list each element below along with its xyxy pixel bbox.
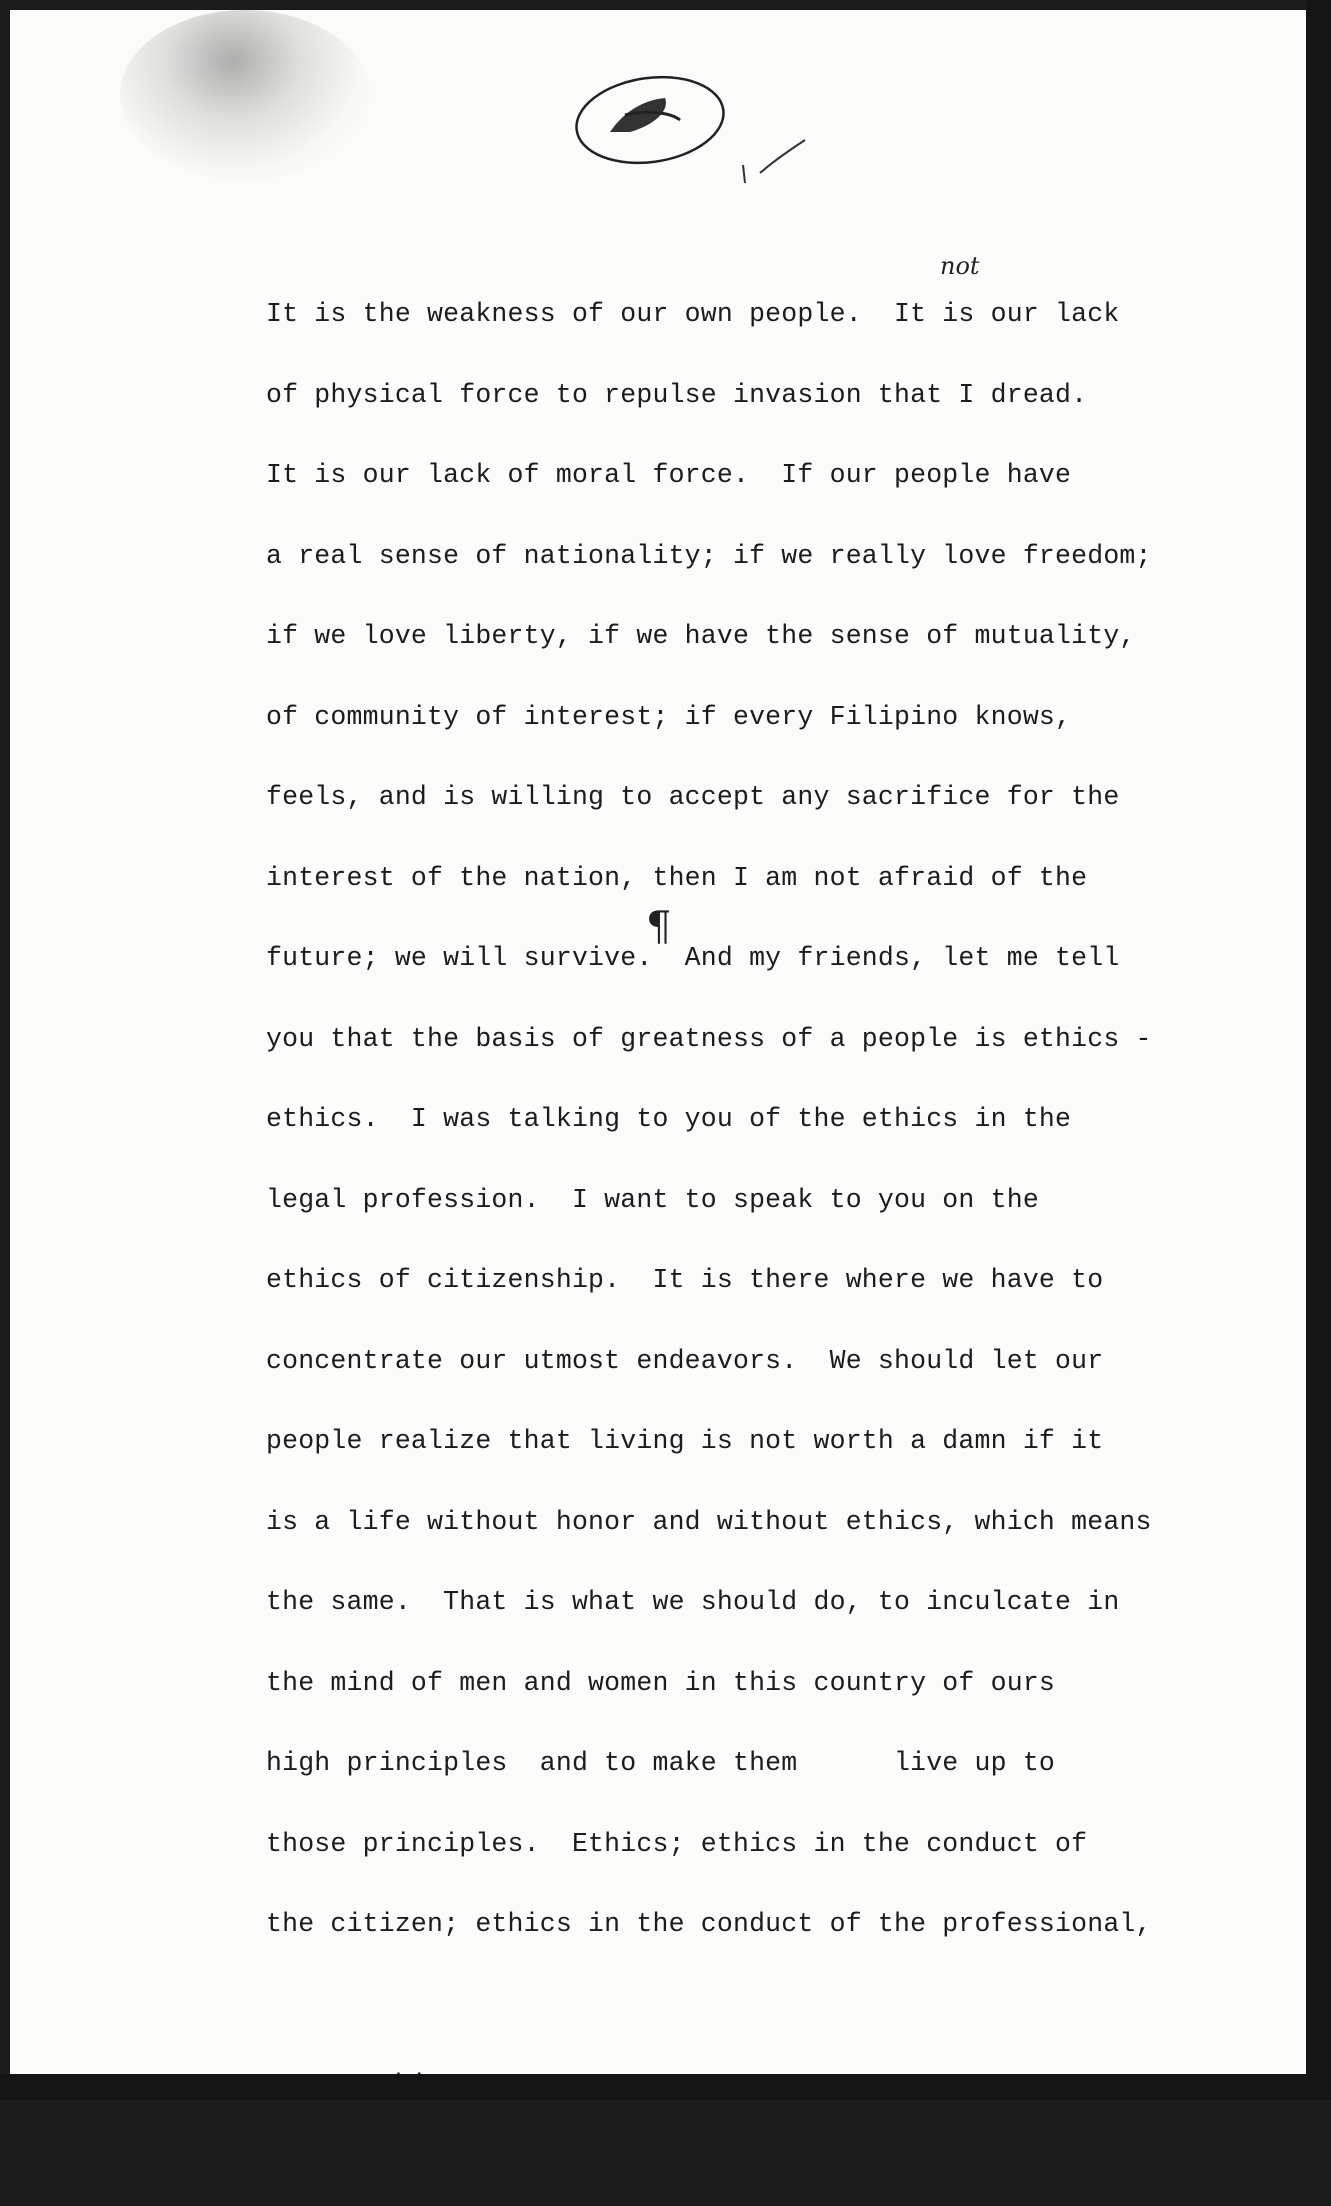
text-line: of community of interest; if every Filipino knows, bbox=[266, 701, 1072, 732]
text-line: concentrate our utmost endeavors. We should let our bbox=[266, 1345, 1104, 1376]
text-line: the citizen; ethics in the conduct of the professional, bbox=[266, 1909, 1152, 1939]
text-line: if we love liberty, if we have the sense of mutuality, bbox=[266, 621, 1136, 651]
text-line: people realize that living is not worth a damn if it bbox=[266, 1426, 1104, 1456]
paragraph-mark: ¶ bbox=[646, 904, 672, 950]
text-line: the same. That is what we should do, to inculcate in bbox=[266, 1587, 1120, 1617]
text-line: those principles. Ethics; ethics in the conduct of bbox=[266, 1828, 1088, 1859]
text-line: future; we will survive. And my friends, let me tell bbox=[266, 943, 1120, 973]
text-line: you that the basis of greatness of a people is ethics - bbox=[266, 1023, 1152, 1054]
struck-line bbox=[266, 1965, 1146, 2046]
text-line: interest of the nation, then I am not afraid of the bbox=[266, 862, 1088, 893]
text-line: legal profession. I want to speak to you on the bbox=[266, 1184, 1039, 1215]
text-line: is a life without honor and without ethics, which means bbox=[266, 1506, 1152, 1537]
text-line: high principles and to make them live up to bbox=[266, 1748, 1056, 1778]
circled-stamp bbox=[570, 70, 730, 175]
document-page bbox=[10, 10, 1306, 2074]
text-line: a real sense of nationality; if we really love freedom; bbox=[266, 540, 1152, 571]
smudge-mark bbox=[120, 10, 370, 180]
typed-text bbox=[266, 274, 1152, 2045]
text-line: feels, and is willing to accept any sacrifice for the bbox=[266, 782, 1120, 812]
scan-border-right bbox=[1306, 0, 1331, 2100]
text-line: the mind of men and women in this country of ours bbox=[266, 1667, 1056, 1698]
text-line: It is our lack of moral force. If our people have bbox=[266, 460, 1072, 490]
text-line: of physical force to repulse invasion that I dread. bbox=[266, 379, 1088, 410]
text-line: It is the weakness of our own people. It is our lack bbox=[266, 299, 1120, 329]
scan-border-bottom bbox=[0, 2074, 1331, 2100]
text-line: ethics. I was talking to you of the ethics in the bbox=[266, 1104, 1072, 1134]
page-number-mark bbox=[735, 135, 815, 185]
handwritten-insert: not bbox=[940, 252, 980, 280]
text-line: ethics of citizenship. It is there where we have to bbox=[266, 1265, 1104, 1295]
